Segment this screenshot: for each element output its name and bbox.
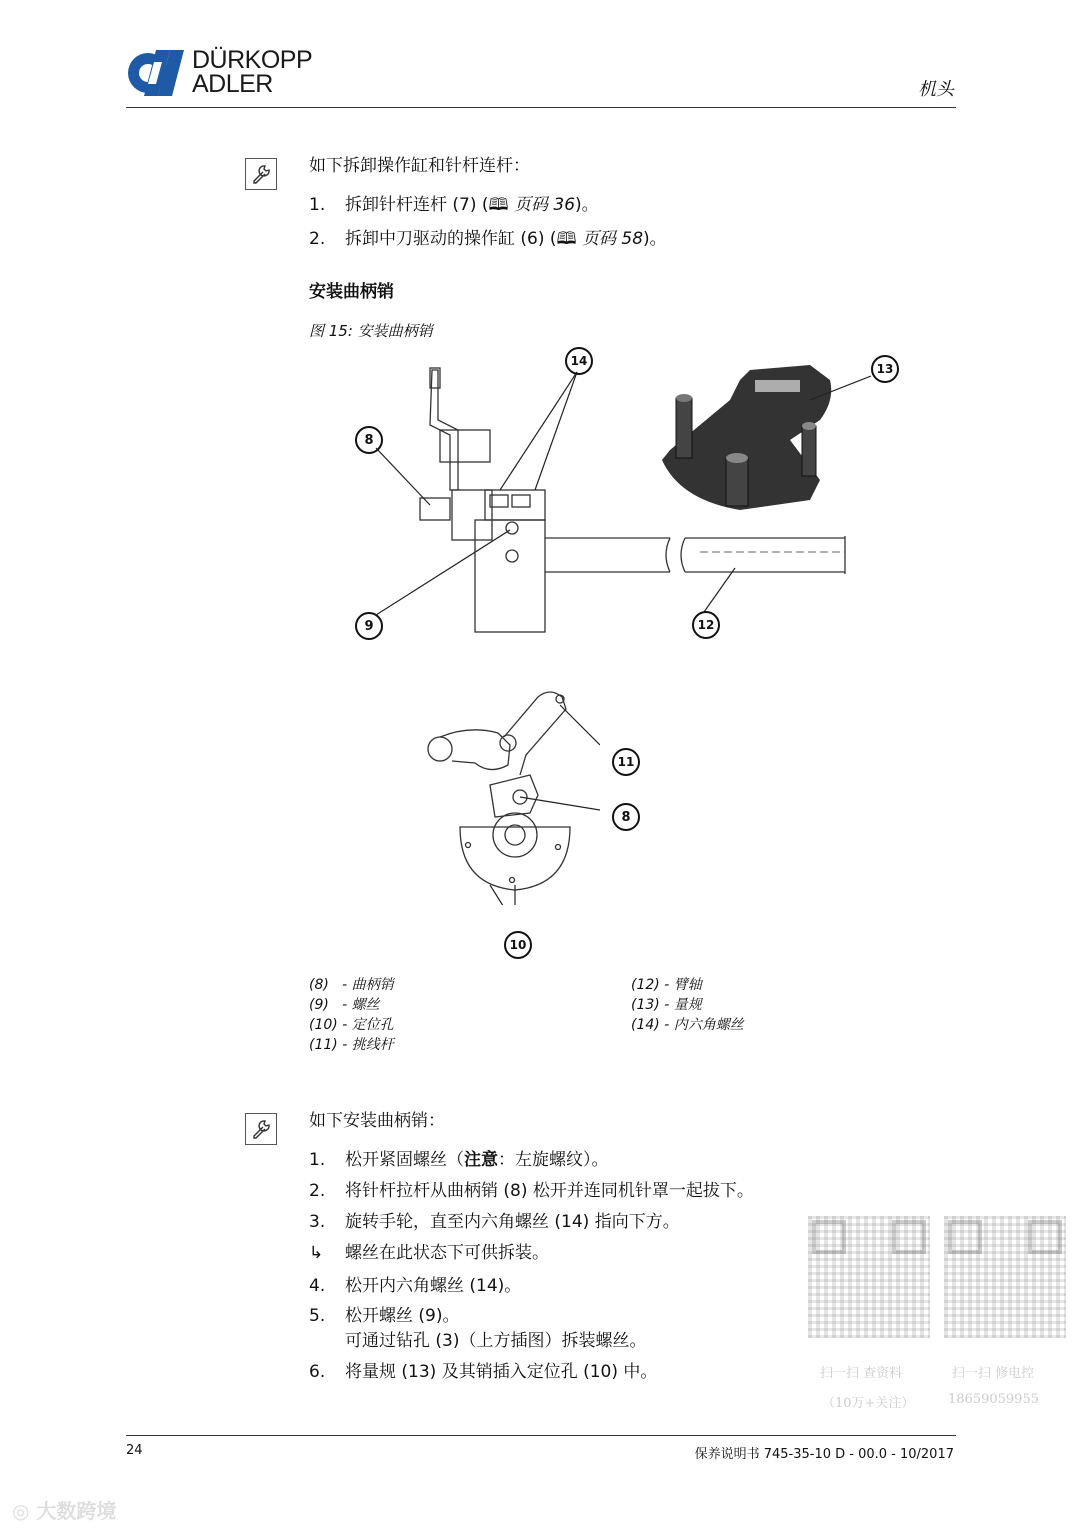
brand-line-1: DÜRKOPP <box>192 46 313 74</box>
step-tail: )。 <box>643 229 667 249</box>
intro-step-1 <box>309 190 599 221</box>
install-step-2 <box>309 1176 754 1201</box>
callout-number: 14 <box>570 354 588 368</box>
section-heading: 安装曲柄销 <box>309 282 394 302</box>
brand-name <box>192 48 312 96</box>
qr-code-right <box>944 1216 1066 1338</box>
wrench-icon <box>245 1113 277 1145</box>
callout-11 <box>612 748 640 776</box>
callout-10 <box>504 931 532 959</box>
step-text: 松开紧固螺丝（ <box>345 1150 464 1170</box>
header-divider <box>126 107 956 108</box>
watermark-left-line1: 扫一扫 查资料 <box>820 1366 903 1381</box>
callout-number: 11 <box>617 755 635 769</box>
install-result <box>309 1238 549 1263</box>
book-icon: 🕮 <box>488 195 514 215</box>
step-number: 4. <box>309 1276 326 1296</box>
document-id: 保养说明书 745-35-10 D - 00.0 - 10/2017 <box>694 1447 954 1462</box>
step-text: 松开螺丝 (9)。 <box>345 1306 460 1326</box>
legend-item: (8) - 曲柄销 <box>309 977 394 993</box>
install-step-5-note: 可通过钻孔 (3)（上方插图）拆装螺丝。 <box>345 1331 647 1351</box>
legend-left <box>309 975 394 1055</box>
step-text: 松开内六角螺丝 (14)。 <box>345 1276 522 1296</box>
qr-code-left <box>808 1216 930 1338</box>
step-number: 1. <box>309 195 326 215</box>
legend-item: (14) - 内六角螺丝 <box>631 1017 744 1033</box>
install-step-1 <box>309 1145 609 1170</box>
callout-13 <box>871 355 899 383</box>
intro-lead: 如下拆卸操作缸和针杆连杆： <box>309 156 530 176</box>
step-text: 将量规 (13) 及其销插入定位孔 (10) 中。 <box>345 1362 658 1382</box>
watermark-left-line2: （10万+关注） <box>822 1396 915 1411</box>
legend-right <box>631 975 744 1035</box>
callout-9 <box>355 612 383 640</box>
legend-item: (13) - 量规 <box>631 997 702 1013</box>
legend-item: (11) - 挑线杆 <box>309 1037 394 1053</box>
wrench-icon <box>245 158 277 190</box>
callout-12 <box>692 611 720 639</box>
book-icon: 🕮 <box>556 229 582 249</box>
install-lead: 如下安装曲柄销： <box>309 1111 445 1131</box>
callout-number: 12 <box>697 618 715 632</box>
callout-8-bottom <box>612 803 640 831</box>
section-title: 机头 <box>918 79 954 100</box>
crank-pin-assembly-drawing <box>340 340 920 650</box>
badge-logo-icon: ◎ <box>12 1499 37 1523</box>
step-number: 2. <box>309 229 326 249</box>
install-step-3 <box>309 1207 680 1232</box>
watermark-right-line1: 扫一扫 修电控 <box>952 1366 1035 1381</box>
durkopp-adler-logo-icon <box>126 48 186 98</box>
step-text: 将针杆拉杆从曲柄销 (8) 松开并连同机针罩一起拔下。 <box>345 1181 754 1201</box>
step-number: 1. <box>309 1150 326 1170</box>
install-step-4 <box>309 1271 521 1296</box>
callout-number: 8 <box>621 809 631 825</box>
step-text: 旋转手轮，直至内六角螺丝 (14) 指向下方。 <box>345 1212 680 1232</box>
figure-caption: 图 15: 安装曲柄销 <box>309 322 433 340</box>
callout-number: 13 <box>876 362 894 376</box>
step-tail: )。 <box>575 195 599 215</box>
thread-take-up-lever-drawing <box>420 685 600 905</box>
callout-14 <box>565 347 593 375</box>
callout-number: 9 <box>364 618 374 634</box>
page-number: 24 <box>126 1443 143 1458</box>
result-arrow-icon: ↳ <box>309 1243 324 1263</box>
callout-number: 8 <box>364 432 374 448</box>
step-text: ：左旋螺纹）。 <box>498 1150 609 1170</box>
badge-text: 大数跨境 <box>36 1499 117 1523</box>
install-step-5 <box>309 1301 459 1326</box>
watermark-badge <box>12 1495 116 1524</box>
step-number: 2. <box>309 1181 326 1201</box>
step-number: 6. <box>309 1362 326 1382</box>
legend-item: (9) - 螺丝 <box>309 997 380 1013</box>
legend-item: (12) - 臂轴 <box>631 977 702 993</box>
step-warning: 注意 <box>464 1150 498 1170</box>
step-text: 拆卸中刀驱动的操作缸 (6) ( <box>345 229 557 249</box>
step-text: 拆卸针杆连杆 (7) ( <box>345 195 489 215</box>
watermark-right-line2: 18659059955 <box>948 1392 1039 1407</box>
page-ref: 页码 36 <box>513 195 576 215</box>
footer-divider <box>126 1435 956 1436</box>
page-ref: 页码 58 <box>581 229 644 249</box>
brand-line-2: ADLER <box>192 70 273 98</box>
step-number: 5. <box>309 1306 326 1326</box>
callout-8-top <box>355 426 383 454</box>
callout-number: 10 <box>509 938 527 952</box>
intro-step-2 <box>309 224 667 255</box>
legend-item: (10) - 定位孔 <box>309 1017 394 1033</box>
step-number: 3. <box>309 1212 326 1232</box>
install-step-6 <box>309 1357 657 1382</box>
result-text: 螺丝在此状态下可供拆装。 <box>345 1243 549 1263</box>
